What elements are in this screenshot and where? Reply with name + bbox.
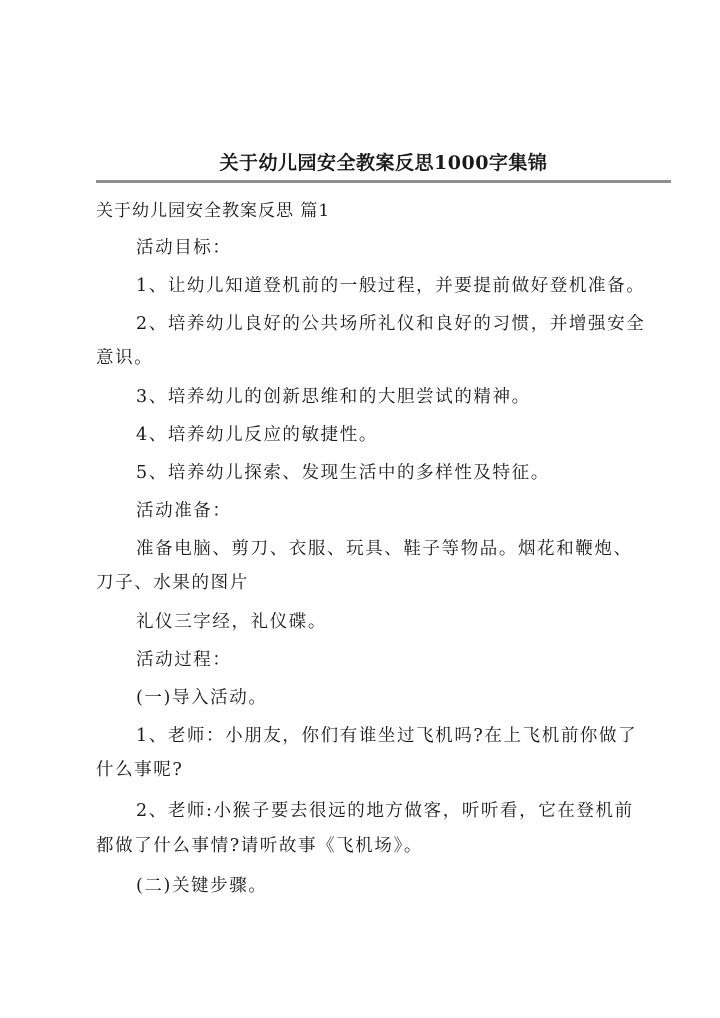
page-title: 关于幼儿园安全教案反思1000字集锦 [219,152,548,174]
paragraph-line: 2、培养幼儿良好的公共场所礼仪和良好的习惯，并增强安全 [136,314,646,334]
paragraph-line: 准备电脑、剪刀、衣服、玩具、鞋子等物品。烟花和鞭炮、 [136,539,633,559]
paragraph-line: 礼仪三字经，礼仪碟。 [136,612,327,632]
paragraph-line: (二)关键步骤。 [136,876,268,896]
title-divider [96,180,671,183]
paragraph-line: (一)导入活动。 [136,688,268,708]
paragraph-line: 1、让幼儿知道登机前的一般过程，并要提前做好登机准备。 [136,276,646,296]
paragraph-line: 刀子、水果的图片 [96,573,249,593]
paragraph-line: 4、培养幼儿反应的敏捷性。 [136,425,378,445]
paragraph-line: 1、老师：小朋友，你们有谁坐过飞机吗?在上飞机前你做了 [136,726,638,746]
paragraph-line: 2、老师:小猴子要去很远的地方做客，听听看，它在登机前 [136,801,634,821]
paragraph-line: 5、培养幼儿探索、发现生活中的多样性及特征。 [136,463,550,483]
paragraph-line: 活动过程： [136,650,232,670]
paragraph-line: 意识。 [96,348,154,368]
paragraph-line: 活动准备： [136,501,232,521]
paragraph-line: 都做了什么事情?请听故事《飞机场》。 [96,836,423,856]
paragraph-line: 什么事呢? [96,760,184,780]
section-subtitle: 关于幼儿园安全教案反思 篇1 [96,201,331,221]
paragraph-line: 3、培养幼儿的创新思维和的大胆尝试的精神。 [136,387,531,407]
paragraph-line: 活动目标： [136,238,232,258]
